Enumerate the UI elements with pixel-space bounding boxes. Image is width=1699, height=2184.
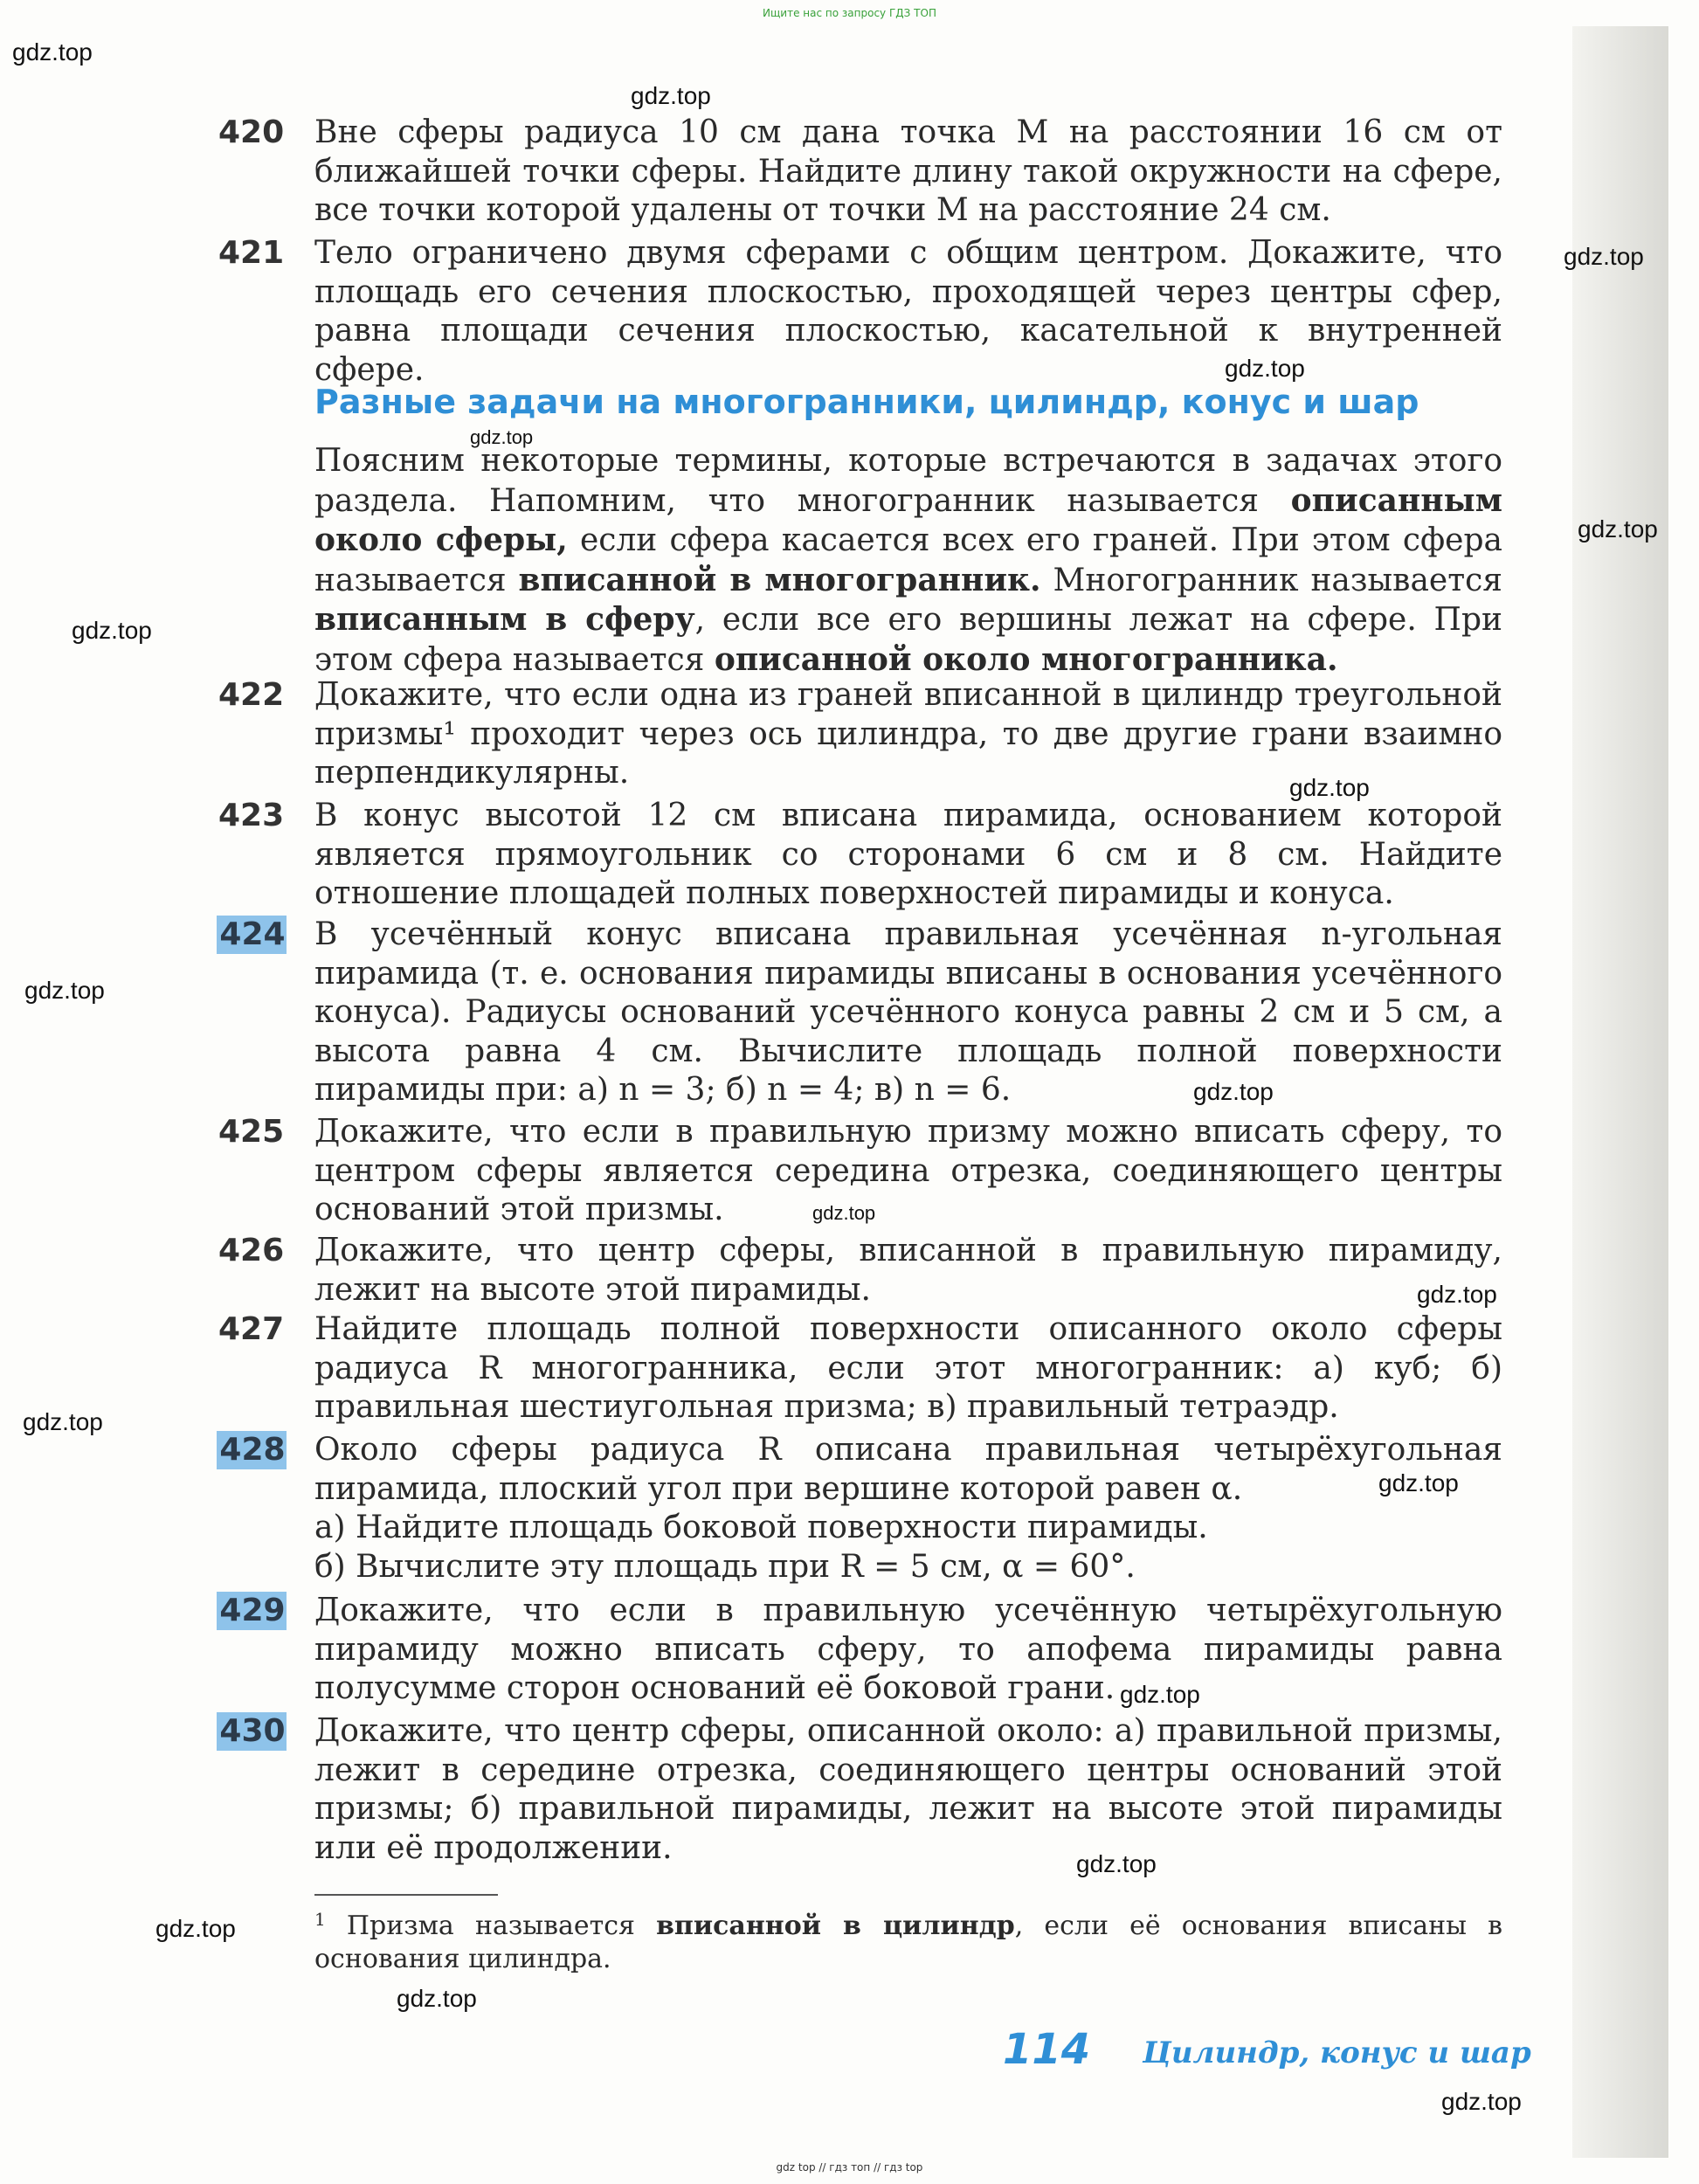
watermark: gdz.top (397, 1985, 477, 2012)
problem-text: Тело ограничено двумя сферами с общим центром. Докажите, что площадь его сечения плоскостью, проходящей через центры сфер, равна площади сечения плоскостью, касательной к внутренней сфере. (314, 235, 1502, 388)
problem-text: Докажите, что центр сферы, описанной около: а) правильной призмы, лежит в середине отрезка, соединяющего центры оснований этой призмы; б) правильной пирамиды, лежит на высоте этой пирамиды или её продолжении. (314, 1713, 1502, 1866)
problem-422 (217, 676, 1508, 793)
problem-text: Найдите площадь полной поверхности описанного около сферы радиуса R многогранника, если этот многогранник: а) куб; б) правильная шестиугольная призма; в) правильный тетраэдр. (314, 1311, 1502, 1425)
section-heading: Разные задачи на многогранники, цилиндр, конус и шар (314, 383, 1419, 421)
problem-423 (217, 797, 1508, 914)
problem-text: Докажите, что если одна из граней вписанной в цилиндр треугольной призмы¹ проходит через ось цилиндра, то две другие грани взаимно перпендикулярны. (314, 677, 1502, 791)
footnote-term: вписанной в цилиндр (656, 1911, 1015, 1941)
problem-text: Докажите, что если в правильную призму можно вписать сферу, то центром сферы является середина отрезка, соединяющего центры оснований этой призмы. (314, 1114, 1502, 1227)
watermark: gdz.top (24, 977, 105, 1004)
term-inscribed: вписанной в многогранник. (518, 561, 1041, 598)
watermark: gdz.top (1417, 1281, 1497, 1308)
watermark: gdz.top (1120, 1681, 1200, 1708)
problem-430 (217, 1712, 1508, 1868)
term-inscribed-in-sphere: вписанным в сферу (314, 601, 695, 638)
problem-420 (217, 114, 1508, 231)
problem-number: 421 (218, 235, 285, 271)
intro-text: Многогранник называется (1040, 562, 1503, 598)
problem-text: В конус высотой 12 см вписана пирамида, основанием которой является прямоугольник со сторонами 6 см и 8 см. Найдите отношение площадей полных поверхностей пирамиды и конуса. (314, 798, 1502, 911)
watermark: gdz.top (1076, 1850, 1157, 1877)
problem-number-highlighted: 430 (217, 1712, 287, 1751)
watermark: gdz.top (1378, 1469, 1459, 1496)
problem-text: Докажите, что центр сферы, вписанной в правильную пирамиду, лежит на высоте этой пирамиды. (314, 1233, 1502, 1308)
watermark: gdz.top (155, 1915, 236, 1942)
intro-paragraph (217, 442, 1508, 680)
problem-429 (217, 1592, 1508, 1709)
problem-text: Вне сферы радиуса 10 см дана точка M на расстоянии 16 см от ближайшей точки сферы. Найдите длину такой окружности на сфере, все точки которой удалены от точки M на расстояние 24 см. (314, 114, 1502, 228)
problem-part-a: а) Найдите площадь боковой поверхности пирамиды. (314, 1510, 1208, 1545)
term-circumscribed-sphere: описанной около многогранника. (714, 640, 1338, 678)
watermark: gdz.top (812, 1202, 876, 1224)
intro-text: Поясним некоторые термины, которые встречаются в задачах этого раздела. Напомним, что многогранник называется (314, 443, 1502, 519)
page-number: 114 (1003, 2025, 1091, 2074)
footnote (314, 1903, 1502, 1976)
footnote-text: , если её основания вписаны в основания цилиндра. (314, 1911, 1502, 1974)
watermark: gdz.top (1564, 243, 1644, 270)
problem-part-b: б) Вычислите эту площадь при R = 5 см, α = 60°. (314, 1548, 1136, 1585)
watermark: gdz.top (1193, 1078, 1274, 1105)
page-edge-shadow (1572, 26, 1668, 2158)
watermark: gdz.top (1578, 515, 1658, 543)
intro-text: если сфера касается всех его граней. При этом сфера называется (314, 522, 1502, 598)
footnote-marker: 1 (314, 1909, 326, 1930)
watermark: gdz.top (631, 82, 711, 109)
top-banner: Ищите нас по запросу ГДЗ ТОП (763, 7, 936, 19)
watermark: gdz.top (12, 38, 93, 66)
problem-427 (217, 1310, 1508, 1427)
problem-number: 420 (218, 114, 285, 150)
watermark: gdz.top (470, 426, 534, 448)
problem-426 (217, 1232, 1508, 1310)
intro-text: , если все его вершины лежат на сфере. При этом сфера называется (314, 602, 1502, 678)
problem-425 (217, 1113, 1508, 1230)
problem-number-highlighted: 428 (217, 1431, 287, 1469)
footnote-text: Призма называется (325, 1911, 657, 1941)
problem-number: 422 (218, 677, 285, 713)
problem-text: В усечённый конус вписана правильная усечённая n-угольная пирамида (т. е. основания пирамиды вписаны в основания усечённого конуса). Радиусы оснований усечённого конуса равны 2 см и 5 см, а высота равна 4 см. Вычислите площадь полной поверхности пирамиды при: а) n = 3; б) n = 4; в) n = 6. (314, 916, 1502, 1108)
problem-number: 427 (218, 1311, 285, 1347)
bottom-banner: gdz top // гдз топ // гдз top (776, 2161, 923, 2174)
footnote-divider (314, 1894, 498, 1896)
problem-number: 423 (218, 798, 285, 833)
problem-number-highlighted: 424 (217, 916, 287, 954)
term-circumscribed: описанным около сферы, (314, 481, 1502, 558)
problem-421 (217, 234, 1508, 390)
problem-text: Докажите, что если в правильную усечённую четырёхугольную пирамиду можно вписать сферу, то апофема пирамиды равна полусумме сторон оснований её боковой грани. (314, 1593, 1502, 1706)
problem-text: Около сферы радиуса R описана правильная четырёхугольная пирамида, плоский угол при вершине которой равен α. (314, 1432, 1502, 1507)
watermark: gdz.top (23, 1408, 103, 1435)
problem-number: 426 (218, 1233, 285, 1268)
watermark: gdz.top (1289, 774, 1370, 801)
problem-424 (217, 916, 1508, 1110)
watermark: gdz.top (1225, 355, 1305, 382)
watermark: gdz.top (72, 617, 152, 644)
problem-428 (217, 1431, 1508, 1586)
problem-number: 425 (218, 1114, 285, 1150)
watermark: gdz.top (1441, 2088, 1522, 2115)
problem-number-highlighted: 429 (217, 1592, 287, 1630)
running-title: Цилиндр, конус и шар (1143, 2035, 1531, 2070)
